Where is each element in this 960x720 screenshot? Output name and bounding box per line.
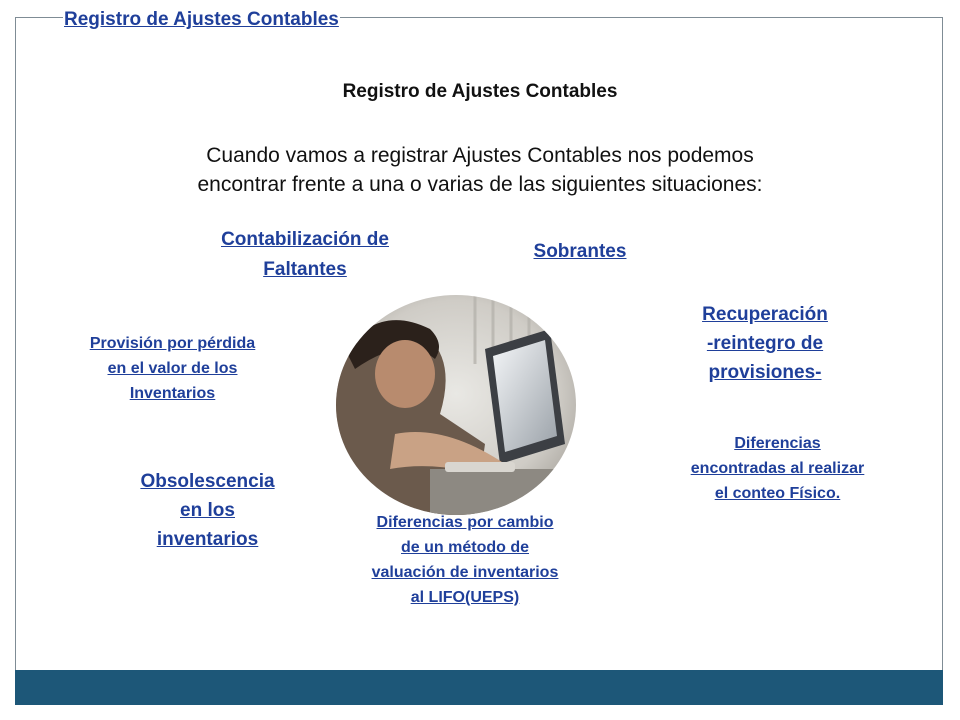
- top-title-link[interactable]: Registro de Ajustes Contables: [64, 9, 339, 30]
- link-provision-perdida[interactable]: [50, 331, 295, 406]
- link-provision-line-3[interactable]: Inventarios: [129, 385, 216, 402]
- link-diferencias-conteo-line-2[interactable]: encontradas al realizar: [690, 460, 865, 477]
- link-diferencias-metodo[interactable]: [325, 510, 605, 610]
- intro-line-1: Cuando vamos a registrar Ajustes Contables nos podemos: [206, 144, 754, 167]
- office-worker-photo: [335, 294, 577, 516]
- bottom-bar: [15, 670, 943, 705]
- link-obsolescencia-line-1[interactable]: Obsolescencia: [140, 471, 275, 492]
- link-sobrantes[interactable]: [500, 237, 660, 267]
- intro-text: [120, 141, 840, 199]
- link-provision-line-2[interactable]: en el valor de los: [107, 360, 238, 377]
- link-diferencias-metodo-line-1[interactable]: Diferencias por cambio: [376, 514, 554, 531]
- link-recuperacion-line-1[interactable]: Recuperación: [702, 304, 828, 325]
- slide-heading: Registro de Ajustes Contables: [342, 81, 618, 102]
- link-diferencias-conteo-line-1[interactable]: Diferencias: [734, 435, 821, 452]
- link-contabilizacion-line-1[interactable]: Contabilización de: [221, 229, 389, 250]
- link-provision-line-1[interactable]: Provisión por pérdida: [89, 335, 256, 352]
- link-sobrantes-line-1[interactable]: Sobrantes: [533, 241, 627, 262]
- link-recuperacion-line-3[interactable]: provisiones-: [708, 362, 822, 383]
- link-diferencias-metodo-line-2[interactable]: de un método de: [401, 539, 529, 556]
- link-contabilizacion-faltantes[interactable]: [180, 225, 430, 285]
- intro-line-2: encontrar frente a una o varias de las siguientes situaciones:: [197, 173, 763, 196]
- link-diferencias-metodo-line-4[interactable]: al LIFO(UEPS): [410, 589, 520, 606]
- link-contabilizacion-line-2[interactable]: Faltantes: [263, 259, 347, 280]
- link-recuperacion-line-2[interactable]: -reintegro de: [706, 333, 824, 354]
- link-diferencias-conteo-line-3[interactable]: el conteo Físico.: [714, 485, 841, 502]
- link-diferencias-metodo-line-3[interactable]: valuación de inventarios: [371, 564, 559, 581]
- link-obsolescencia-line-2[interactable]: en los: [180, 500, 235, 521]
- link-diferencias-conteo[interactable]: [650, 431, 905, 506]
- link-obsolescencia-line-3[interactable]: inventarios: [156, 529, 259, 550]
- link-obsolescencia[interactable]: [110, 467, 305, 554]
- link-recuperacion-provisiones[interactable]: [655, 300, 875, 387]
